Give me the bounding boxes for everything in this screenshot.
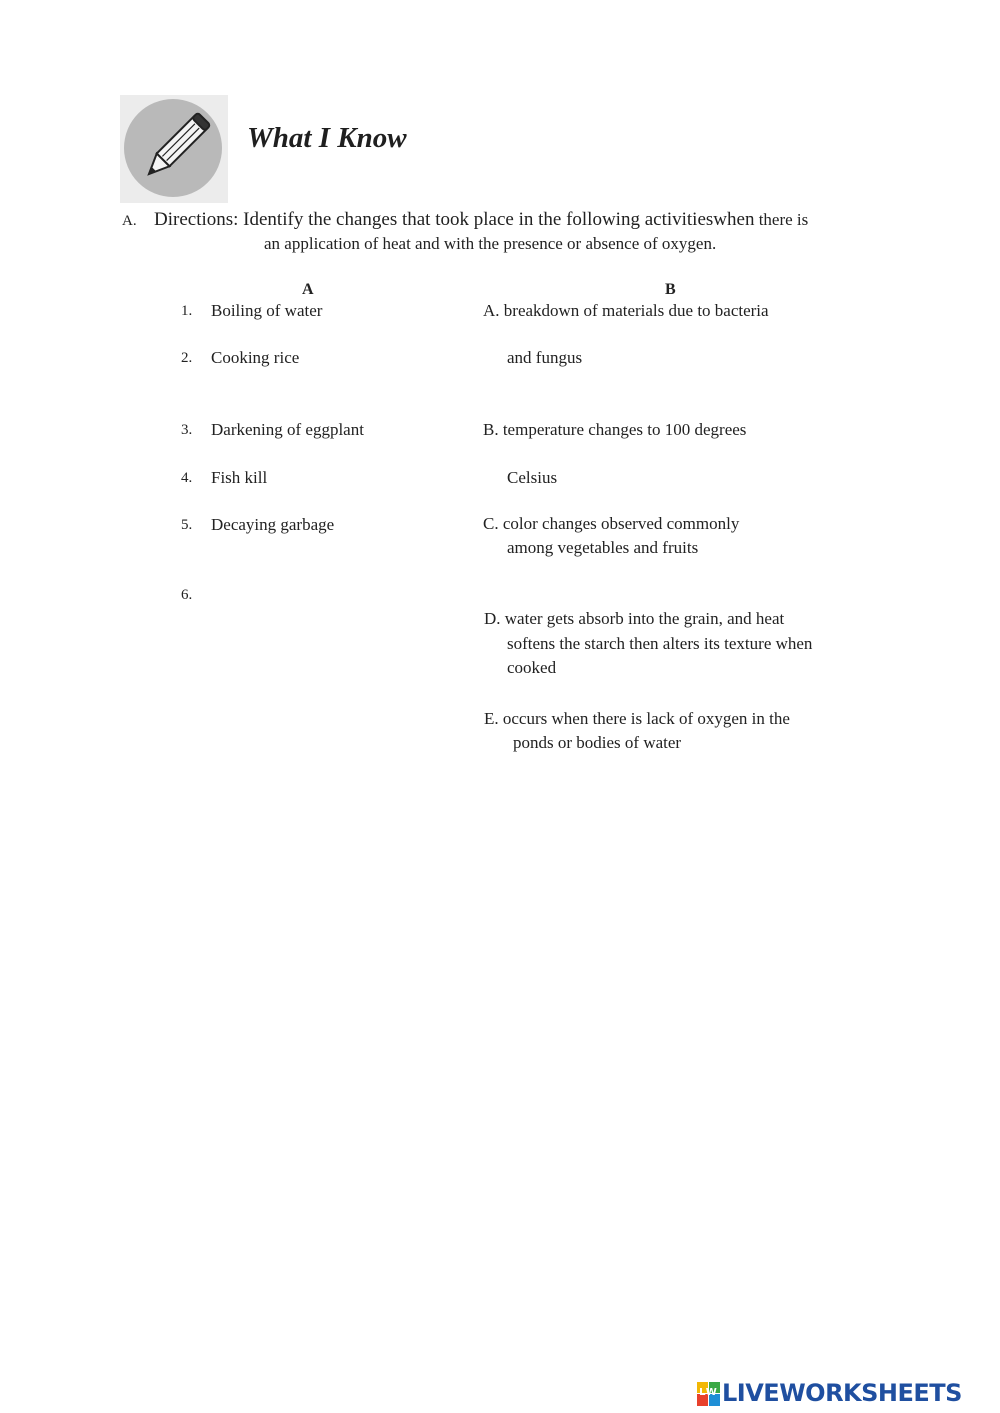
item-number: 4. [181, 470, 193, 486]
choice-a-line-1: A. breakdown of materials due to bacteria [483, 301, 769, 320]
choice-e-line-2: ponds or bodies of water [513, 733, 682, 752]
choice-d-line-3: cooked [507, 658, 557, 677]
directions-small-text: there is [754, 210, 809, 229]
item-darkening-of-eggplant: Darkening of eggplant [211, 420, 364, 439]
directions-main-text: Directions: Identify the changes that took place in the following activities [154, 209, 714, 230]
choice-e-line-1: E. occurs when there is lack of oxygen in the [484, 709, 790, 728]
item-cooking-rice: Cooking rice [211, 348, 300, 367]
liveworksheets-badge-icon [697, 1382, 720, 1406]
badge-text: LW [699, 1387, 718, 1398]
choice-c-line-1: C. color changes observed commonly [483, 514, 740, 533]
section-title: What I Know [247, 122, 407, 154]
column-b-header: B [665, 281, 676, 298]
item-number: 3. [181, 422, 193, 438]
directions-tail-text: when [713, 209, 755, 230]
choice-c-line-2: among vegetables and fruits [507, 538, 699, 557]
item-decaying-garbage: Decaying garbage [211, 515, 335, 534]
item-number: 6. [181, 587, 193, 603]
liveworksheets-logo [697, 1379, 993, 1409]
choice-d-line-1: D. water gets absorb into the grain, and heat [484, 609, 785, 628]
liveworksheets-wordmark: LIVEWORKSHEETS [722, 1379, 962, 1407]
pencil-icon [120, 95, 228, 203]
choice-b-line-2: Celsius [507, 468, 558, 487]
item-number: 1. [181, 303, 193, 319]
choice-a-line-2: and fungus [507, 348, 583, 367]
choice-d-line-2: softens the starch then alters its texture when [507, 634, 813, 653]
item-fish-kill: Fish kill [211, 468, 268, 487]
column-a-header: A [302, 281, 314, 298]
item-boiling-of-water: Boiling of water [211, 301, 323, 320]
directions-letter: A. [122, 213, 137, 229]
directions-line-1 [154, 209, 808, 231]
item-number: 5. [181, 517, 193, 533]
directions-line-2: an application of heat and with the presence or absence of oxygen. [264, 234, 717, 253]
choice-b-line-1: B. temperature changes to 100 degrees [483, 420, 747, 439]
item-number: 2. [181, 350, 193, 366]
